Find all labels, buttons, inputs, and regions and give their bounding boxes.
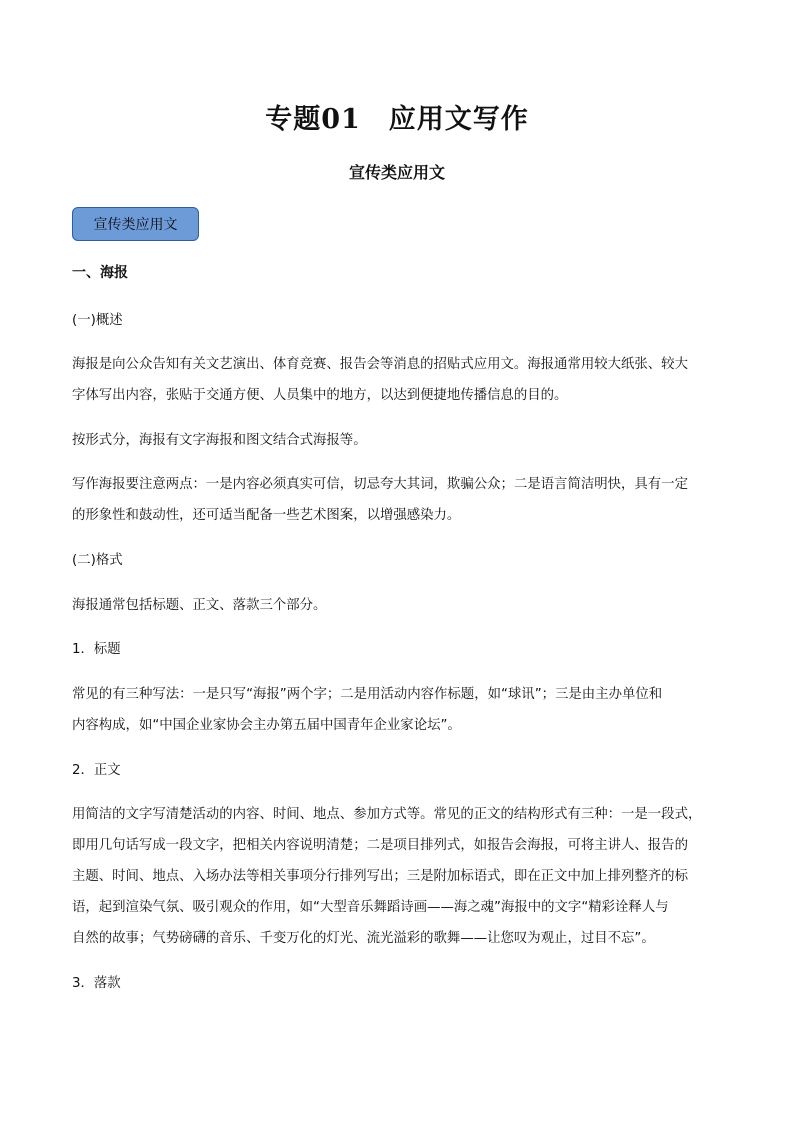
subheading-overview: (一)概述 xyxy=(72,313,123,328)
text-line: 语，起到渲染气氛、吸引观众的作用，如“大型音乐舞蹈诗画——海之魂”海报中的文字“精彩诠释人与 xyxy=(72,900,669,915)
text-line: 用简洁的文字写清楚活动的内容、时间、地点、参加方式等。常见的正文的结构形式有三种：一是一段式， xyxy=(72,807,702,822)
text-line: 字体写出内容，张贴于交通方便、人员集中的地方，以达到便捷地传播信息的目的。 xyxy=(72,388,568,403)
text-line: 写作海报要注意两点：一是内容必须真实可信，切忌夸大其词，欺骗公众；二是语言简洁明快，具有一定 xyxy=(72,477,688,492)
paragraph-forms: 按形式分，海报有文字海报和图文结合式海报等。 xyxy=(72,433,367,448)
section-tag xyxy=(72,207,199,241)
item-heading-title: 1．标题 xyxy=(72,642,121,657)
text-line: 自然的故事；气势磅礴的音乐、千变万化的灯光、流光溢彩的歌舞——让您叹为观止，过目不忘”。 xyxy=(72,931,655,946)
section-tag-label: 宣传类应用文 xyxy=(93,217,178,233)
paragraph-format-parts: 海报通常包括标题、正文、落款三个部分。 xyxy=(72,598,327,613)
text-line: 即用几句话写成一段文字，把相关内容说明清楚；二是项目排列式，如报告会海报，可将主讲人、报告的 xyxy=(72,838,688,853)
paragraph-overview xyxy=(72,349,732,411)
page-title: 专题01 应用文写作 xyxy=(265,104,529,135)
subheading-format: (二)格式 xyxy=(72,553,123,568)
page-subtitle: 宣传类应用文 xyxy=(348,163,445,182)
text-line: 主题、时间、地点、入场办法等相关事项分行排列写出；三是附加标语式，即在正文中加上排列整齐的标 xyxy=(72,869,688,884)
text-line: 内容构成，如“中国企业家协会主办第五届中国青年企业家论坛”。 xyxy=(72,718,461,733)
text-line: 的形象性和鼓动性，还可适当配备一些艺术图案，以增强感染力。 xyxy=(72,508,461,523)
paragraph-writing-notes xyxy=(72,469,732,531)
section-heading-poster: 一、海报 xyxy=(72,265,128,281)
paragraph-title-methods xyxy=(72,679,732,741)
paragraph-body-structure xyxy=(72,799,732,954)
item-heading-signature: 3．落款 xyxy=(72,976,121,991)
item-heading-body: 2．正文 xyxy=(72,763,121,778)
text-line: 海报是向公众告知有关文艺演出、体育竞赛、报告会等消息的招贴式应用文。海报通常用较大纸张、较大 xyxy=(72,357,688,372)
text-line: 常见的有三种写法：一是只写“海报”两个字；二是用活动内容作标题，如“球讯”；三是由主办单位和 xyxy=(72,687,663,702)
